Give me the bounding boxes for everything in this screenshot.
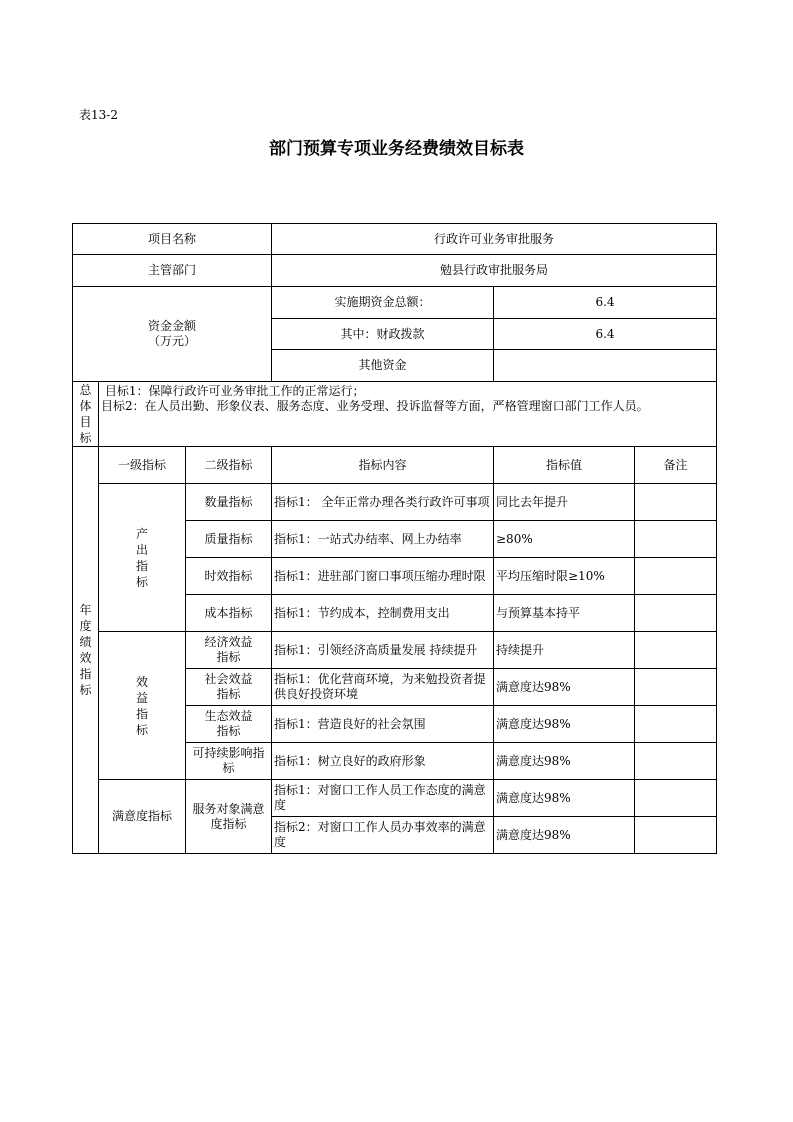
category-satisfaction: 满意度指标 [99,780,186,854]
row-level2: 质量指标 [186,521,272,558]
row-value: ≥80% [494,521,635,558]
annual-indicator-label: 年度绩效指标 [73,447,99,854]
row-level2: 可持续影响指标 [186,743,272,780]
row-value: 满意度达98% [494,780,635,817]
row-note [635,817,717,854]
table-number: 表13-2 [79,108,118,122]
row-level2: 经济效益指标 [186,632,272,669]
row-content: 指标1：优化营商环境，为来勉投资者提供良好投资环境 [272,669,494,706]
header-value: 指标值 [494,447,635,484]
header-note: 备注 [635,447,717,484]
row-level2: 成本指标 [186,595,272,632]
funds-total-value: 6.4 [494,287,717,319]
project-name-label: 项目名称 [73,224,272,255]
category-benefit: 效益指标 [99,632,186,780]
row-note [635,632,717,669]
funds-other-label: 其他资金 [272,350,494,382]
row-level2: 社会效益指标 [186,669,272,706]
row-value: 满意度达98% [494,706,635,743]
header-level2: 二级指标 [186,447,272,484]
overall-goal-label: 总体目标 [73,382,99,447]
funds-total-label: 实施期资金总额： [272,287,494,319]
row-value: 与预算基本持平 [494,595,635,632]
dept-label: 主管部门 [73,255,272,287]
row-note [635,595,717,632]
row-value: 平均压缩时限≥10% [494,558,635,595]
row-content: 指标1：对窗口工作人员工作态度的满意度 [272,780,494,817]
row-content: 指标1：营造良好的社会氛围 [272,706,494,743]
funds-fiscal-value: 6.4 [494,319,717,350]
row-content: 指标1：树立良好的政府形象 [272,743,494,780]
row-note [635,521,717,558]
row-content: 指标1： 全年正常办理各类行政许可事项 [272,484,494,521]
header-content: 指标内容 [272,447,494,484]
row-content: 指标1：引领经济高质量发展 持续提升 [272,632,494,669]
funds-label: 资金金额（万元） [73,287,272,382]
row-note [635,743,717,780]
row-content: 指标1：进驻部门窗口事项压缩办理时限 [272,558,494,595]
row-note [635,669,717,706]
row-note [635,558,717,595]
row-level2: 数量指标 [186,484,272,521]
row-value: 满意度达98% [494,669,635,706]
row-value: 满意度达98% [494,743,635,780]
project-name-value: 行政许可业务审批服务 [272,224,717,255]
row-level2: 生态效益指标 [186,706,272,743]
row-note [635,780,717,817]
page-title: 部门预算专项业务经费绩效目标表 [269,139,524,159]
row-value: 持续提升 [494,632,635,669]
dept-value: 勉县行政审批服务局 [272,255,717,287]
row-value: 同比去年提升 [494,484,635,521]
performance-target-table [72,223,717,854]
funds-fiscal-label: 其中：财政拨款 [272,319,494,350]
row-level2: 服务对象满意度指标 [186,780,272,854]
overall-goal-text: 目标1：保障行政许可业务审批工作的正常运行； 目标2：在人员出勤、形象仪表、服务态度、业务受理、投诉监督等方面，严格管理窗口部门工作人员。 [99,382,717,447]
row-note [635,484,717,521]
row-value: 满意度达98% [494,817,635,854]
category-output: 产出指标 [99,484,186,632]
row-level2: 时效指标 [186,558,272,595]
row-content: 指标1：一站式办结率、网上办结率 [272,521,494,558]
row-content: 指标1：节约成本，控制费用支出 [272,595,494,632]
row-note [635,706,717,743]
funds-other-value [494,350,717,382]
header-level1: 一级指标 [99,447,186,484]
row-content: 指标2：对窗口工作人员办事效率的满意度 [272,817,494,854]
